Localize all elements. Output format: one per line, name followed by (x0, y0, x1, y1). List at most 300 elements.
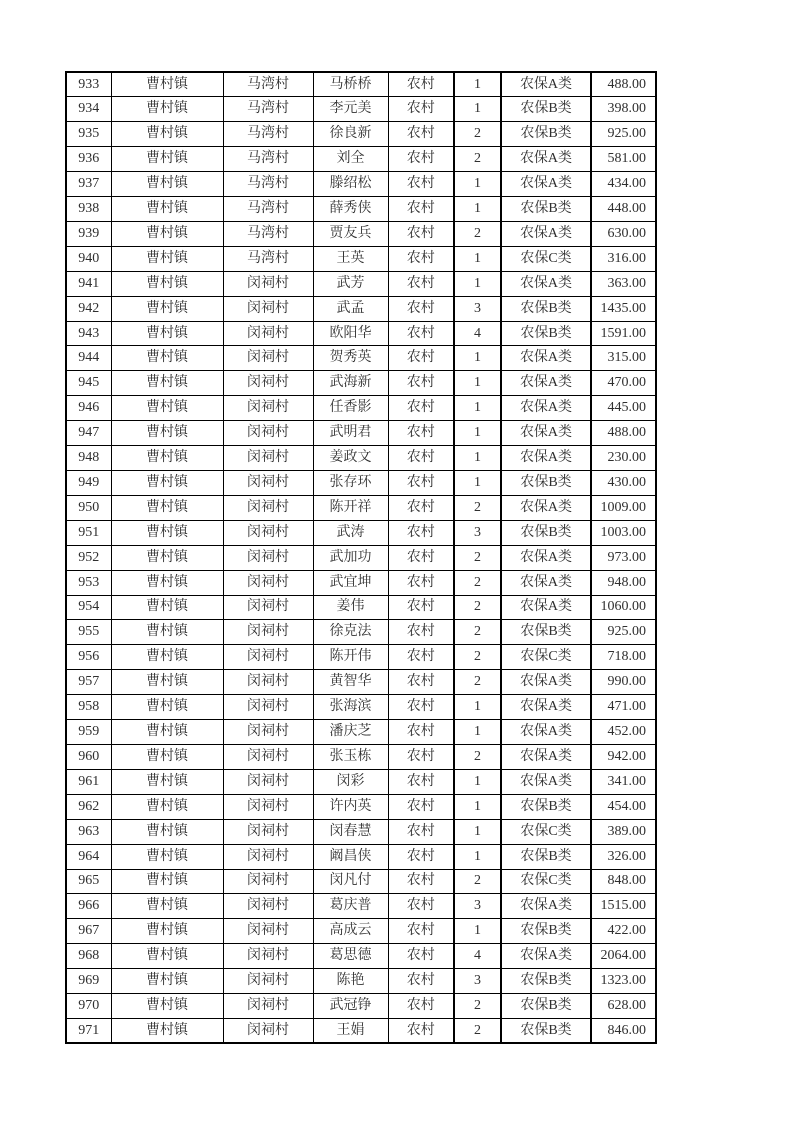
town-cell: 曹村镇 (111, 595, 223, 620)
amount-cell: 230.00 (591, 446, 656, 471)
table-row (66, 421, 656, 446)
insurance-category-cell: 农保B类 (501, 197, 591, 222)
amount-cell: 316.00 (591, 246, 656, 271)
table-row (66, 944, 656, 969)
town-cell: 曹村镇 (111, 97, 223, 122)
town-cell: 曹村镇 (111, 919, 223, 944)
town-cell: 曹村镇 (111, 844, 223, 869)
name-cell: 武孟 (313, 296, 388, 321)
row-number-cell: 967 (66, 919, 111, 944)
row-number-cell: 957 (66, 670, 111, 695)
insurance-category-cell: 农保A类 (501, 396, 591, 421)
village-cell: 马湾村 (223, 122, 313, 147)
name-cell: 姜政文 (313, 446, 388, 471)
insurance-category-cell: 农保A类 (501, 371, 591, 396)
name-cell: 闵春慧 (313, 819, 388, 844)
insurance-category-cell: 农保A类 (501, 670, 591, 695)
table-row (66, 894, 656, 919)
person-count-cell: 2 (454, 570, 501, 595)
residence-type-cell: 农村 (388, 346, 454, 371)
amount-cell: 422.00 (591, 919, 656, 944)
name-cell: 徐克法 (313, 620, 388, 645)
town-cell: 曹村镇 (111, 670, 223, 695)
amount-cell: 341.00 (591, 769, 656, 794)
person-count-cell: 1 (454, 197, 501, 222)
row-number-cell: 955 (66, 620, 111, 645)
person-count-cell: 1 (454, 97, 501, 122)
table-row (66, 570, 656, 595)
table-row (66, 595, 656, 620)
person-count-cell: 4 (454, 321, 501, 346)
name-cell: 武明君 (313, 421, 388, 446)
village-cell: 闵祠村 (223, 471, 313, 496)
insurance-category-cell: 农保C类 (501, 645, 591, 670)
town-cell: 曹村镇 (111, 794, 223, 819)
table-row (66, 321, 656, 346)
village-cell: 闵祠村 (223, 819, 313, 844)
table-row (66, 122, 656, 147)
person-count-cell: 2 (454, 645, 501, 670)
person-count-cell: 1 (454, 271, 501, 296)
person-count-cell: 2 (454, 744, 501, 769)
insurance-category-cell: 农保C类 (501, 869, 591, 894)
person-count-cell: 1 (454, 346, 501, 371)
residence-type-cell: 农村 (388, 570, 454, 595)
person-count-cell: 2 (454, 495, 501, 520)
table-row (66, 221, 656, 246)
town-cell: 曹村镇 (111, 446, 223, 471)
row-number-cell: 953 (66, 570, 111, 595)
amount-cell: 398.00 (591, 97, 656, 122)
residence-type-cell: 农村 (388, 72, 454, 97)
amount-cell: 1003.00 (591, 520, 656, 545)
name-cell: 姜伟 (313, 595, 388, 620)
insurance-category-cell: 农保A类 (501, 894, 591, 919)
village-cell: 闵祠村 (223, 919, 313, 944)
person-count-cell: 1 (454, 794, 501, 819)
town-cell: 曹村镇 (111, 520, 223, 545)
town-cell: 曹村镇 (111, 246, 223, 271)
residence-type-cell: 农村 (388, 695, 454, 720)
village-cell: 闵祠村 (223, 794, 313, 819)
table-row (66, 1018, 656, 1043)
town-cell: 曹村镇 (111, 371, 223, 396)
person-count-cell: 2 (454, 1018, 501, 1043)
row-number-cell: 950 (66, 495, 111, 520)
name-cell: 高成云 (313, 919, 388, 944)
person-count-cell: 3 (454, 520, 501, 545)
village-cell: 闵祠村 (223, 994, 313, 1019)
row-number-cell: 948 (66, 446, 111, 471)
name-cell: 欧阳华 (313, 321, 388, 346)
row-number-cell: 934 (66, 97, 111, 122)
amount-cell: 718.00 (591, 645, 656, 670)
table-row (66, 246, 656, 271)
town-cell: 曹村镇 (111, 346, 223, 371)
town-cell: 曹村镇 (111, 122, 223, 147)
amount-cell: 628.00 (591, 994, 656, 1019)
table-row (66, 869, 656, 894)
table-row (66, 147, 656, 172)
insurance-category-cell: 农保A类 (501, 720, 591, 745)
village-cell: 闵祠村 (223, 894, 313, 919)
row-number-cell: 944 (66, 346, 111, 371)
row-number-cell: 962 (66, 794, 111, 819)
row-number-cell: 947 (66, 421, 111, 446)
insurance-category-cell: 农保B类 (501, 520, 591, 545)
row-number-cell: 952 (66, 545, 111, 570)
insurance-category-cell: 农保A类 (501, 545, 591, 570)
village-cell: 闵祠村 (223, 645, 313, 670)
town-cell: 曹村镇 (111, 944, 223, 969)
table-row (66, 670, 656, 695)
row-number-cell: 961 (66, 769, 111, 794)
residence-type-cell: 农村 (388, 197, 454, 222)
name-cell: 许内英 (313, 794, 388, 819)
name-cell: 葛庆普 (313, 894, 388, 919)
town-cell: 曹村镇 (111, 869, 223, 894)
insurance-category-cell: 农保A类 (501, 172, 591, 197)
village-cell: 闵祠村 (223, 869, 313, 894)
amount-cell: 445.00 (591, 396, 656, 421)
table-row (66, 645, 656, 670)
table-row (66, 72, 656, 97)
name-cell: 薛秀侠 (313, 197, 388, 222)
residence-type-cell: 农村 (388, 321, 454, 346)
person-count-cell: 1 (454, 172, 501, 197)
village-cell: 闵祠村 (223, 396, 313, 421)
amount-cell: 430.00 (591, 471, 656, 496)
residence-type-cell: 农村 (388, 794, 454, 819)
person-count-cell: 2 (454, 620, 501, 645)
row-number-cell: 956 (66, 645, 111, 670)
row-number-cell: 969 (66, 969, 111, 994)
name-cell: 贾友兵 (313, 221, 388, 246)
amount-cell: 973.00 (591, 545, 656, 570)
town-cell: 曹村镇 (111, 819, 223, 844)
row-number-cell: 945 (66, 371, 111, 396)
insurance-category-cell: 农保A类 (501, 271, 591, 296)
name-cell: 刘全 (313, 147, 388, 172)
insurance-category-cell: 农保B类 (501, 97, 591, 122)
village-cell: 闵祠村 (223, 769, 313, 794)
town-cell: 曹村镇 (111, 296, 223, 321)
amount-cell: 848.00 (591, 869, 656, 894)
residence-type-cell: 农村 (388, 371, 454, 396)
person-count-cell: 2 (454, 221, 501, 246)
residence-type-cell: 农村 (388, 819, 454, 844)
table-row (66, 994, 656, 1019)
village-cell: 马湾村 (223, 221, 313, 246)
name-cell: 王英 (313, 246, 388, 271)
name-cell: 王娟 (313, 1018, 388, 1043)
village-cell: 马湾村 (223, 197, 313, 222)
table-row (66, 919, 656, 944)
table-row (66, 720, 656, 745)
village-cell: 马湾村 (223, 147, 313, 172)
insurance-category-cell: 农保B类 (501, 994, 591, 1019)
village-cell: 闵祠村 (223, 520, 313, 545)
residence-type-cell: 农村 (388, 271, 454, 296)
row-number-cell: 963 (66, 819, 111, 844)
insurance-category-cell: 农保C类 (501, 246, 591, 271)
village-cell: 闵祠村 (223, 321, 313, 346)
amount-cell: 1515.00 (591, 894, 656, 919)
town-cell: 曹村镇 (111, 720, 223, 745)
amount-cell: 942.00 (591, 744, 656, 769)
table-row (66, 197, 656, 222)
residence-type-cell: 农村 (388, 769, 454, 794)
row-number-cell: 946 (66, 396, 111, 421)
residence-type-cell: 农村 (388, 994, 454, 1019)
residence-type-cell: 农村 (388, 620, 454, 645)
name-cell: 马桥桥 (313, 72, 388, 97)
row-number-cell: 936 (66, 147, 111, 172)
row-number-cell: 935 (66, 122, 111, 147)
village-cell: 马湾村 (223, 172, 313, 197)
table-row (66, 794, 656, 819)
table-row (66, 969, 656, 994)
name-cell: 武海新 (313, 371, 388, 396)
village-cell: 闵祠村 (223, 1018, 313, 1043)
village-cell: 闵祠村 (223, 844, 313, 869)
row-number-cell: 951 (66, 520, 111, 545)
name-cell: 任香影 (313, 396, 388, 421)
town-cell: 曹村镇 (111, 545, 223, 570)
amount-cell: 925.00 (591, 620, 656, 645)
village-cell: 闵祠村 (223, 670, 313, 695)
person-count-cell: 1 (454, 819, 501, 844)
village-cell: 闵祠村 (223, 595, 313, 620)
name-cell: 陈开祥 (313, 495, 388, 520)
town-cell: 曹村镇 (111, 1018, 223, 1043)
name-cell: 贺秀英 (313, 346, 388, 371)
amount-cell: 454.00 (591, 794, 656, 819)
residence-type-cell: 农村 (388, 471, 454, 496)
person-count-cell: 1 (454, 844, 501, 869)
town-cell: 曹村镇 (111, 495, 223, 520)
village-cell: 闵祠村 (223, 421, 313, 446)
residence-type-cell: 农村 (388, 421, 454, 446)
table-row (66, 346, 656, 371)
person-count-cell: 3 (454, 969, 501, 994)
insurance-category-cell: 农保B类 (501, 620, 591, 645)
insurance-category-cell: 农保B类 (501, 794, 591, 819)
name-cell: 葛思德 (313, 944, 388, 969)
person-count-cell: 2 (454, 670, 501, 695)
table-row (66, 844, 656, 869)
name-cell: 闵彩 (313, 769, 388, 794)
village-cell: 闵祠村 (223, 620, 313, 645)
town-cell: 曹村镇 (111, 994, 223, 1019)
amount-cell: 846.00 (591, 1018, 656, 1043)
table-row (66, 471, 656, 496)
town-cell: 曹村镇 (111, 197, 223, 222)
residence-type-cell: 农村 (388, 446, 454, 471)
town-cell: 曹村镇 (111, 744, 223, 769)
insurance-category-cell: 农保A类 (501, 769, 591, 794)
row-number-cell: 968 (66, 944, 111, 969)
amount-cell: 925.00 (591, 122, 656, 147)
town-cell: 曹村镇 (111, 321, 223, 346)
town-cell: 曹村镇 (111, 620, 223, 645)
residence-type-cell: 农村 (388, 520, 454, 545)
name-cell: 武加功 (313, 545, 388, 570)
amount-cell: 326.00 (591, 844, 656, 869)
residence-type-cell: 农村 (388, 296, 454, 321)
amount-cell: 990.00 (591, 670, 656, 695)
village-cell: 闵祠村 (223, 446, 313, 471)
insurance-category-cell: 农保A类 (501, 570, 591, 595)
insurance-category-cell: 农保B类 (501, 321, 591, 346)
village-cell: 马湾村 (223, 97, 313, 122)
town-cell: 曹村镇 (111, 570, 223, 595)
amount-cell: 1060.00 (591, 595, 656, 620)
residence-type-cell: 农村 (388, 744, 454, 769)
row-number-cell: 959 (66, 720, 111, 745)
residence-type-cell: 农村 (388, 396, 454, 421)
row-number-cell: 937 (66, 172, 111, 197)
town-cell: 曹村镇 (111, 271, 223, 296)
amount-cell: 488.00 (591, 72, 656, 97)
name-cell: 张玉栋 (313, 744, 388, 769)
residence-type-cell: 农村 (388, 720, 454, 745)
residence-type-cell: 农村 (388, 944, 454, 969)
person-count-cell: 2 (454, 595, 501, 620)
table-row (66, 769, 656, 794)
person-count-cell: 4 (454, 944, 501, 969)
name-cell: 武涛 (313, 520, 388, 545)
table-row (66, 172, 656, 197)
name-cell: 张海滨 (313, 695, 388, 720)
table-row (66, 520, 656, 545)
residence-type-cell: 农村 (388, 969, 454, 994)
table-row (66, 695, 656, 720)
row-number-cell: 938 (66, 197, 111, 222)
town-cell: 曹村镇 (111, 969, 223, 994)
table-row (66, 446, 656, 471)
town-cell: 曹村镇 (111, 147, 223, 172)
row-number-cell: 958 (66, 695, 111, 720)
table-row (66, 371, 656, 396)
residence-type-cell: 农村 (388, 1018, 454, 1043)
residence-type-cell: 农村 (388, 97, 454, 122)
person-count-cell: 2 (454, 869, 501, 894)
insurance-category-cell: 农保A类 (501, 221, 591, 246)
insurance-category-cell: 农保A类 (501, 495, 591, 520)
name-cell: 武冠铮 (313, 994, 388, 1019)
village-cell: 闵祠村 (223, 545, 313, 570)
insurance-category-cell: 农保A类 (501, 944, 591, 969)
row-number-cell: 940 (66, 246, 111, 271)
row-number-cell: 966 (66, 894, 111, 919)
row-number-cell: 964 (66, 844, 111, 869)
name-cell: 潘庆芝 (313, 720, 388, 745)
person-count-cell: 2 (454, 147, 501, 172)
town-cell: 曹村镇 (111, 172, 223, 197)
insurance-category-cell: 农保C类 (501, 819, 591, 844)
name-cell: 阚昌侠 (313, 844, 388, 869)
insurance-category-cell: 农保A类 (501, 421, 591, 446)
row-number-cell: 954 (66, 595, 111, 620)
person-count-cell: 1 (454, 769, 501, 794)
residence-type-cell: 农村 (388, 869, 454, 894)
insurance-category-cell: 农保A类 (501, 595, 591, 620)
person-count-cell: 1 (454, 421, 501, 446)
residence-type-cell: 农村 (388, 919, 454, 944)
amount-cell: 488.00 (591, 421, 656, 446)
residence-type-cell: 农村 (388, 122, 454, 147)
village-cell: 闵祠村 (223, 271, 313, 296)
amount-cell: 1009.00 (591, 495, 656, 520)
residence-type-cell: 农村 (388, 221, 454, 246)
amount-cell: 581.00 (591, 147, 656, 172)
name-cell: 滕绍松 (313, 172, 388, 197)
village-cell: 马湾村 (223, 246, 313, 271)
insurance-category-cell: 农保B类 (501, 471, 591, 496)
village-cell: 闵祠村 (223, 969, 313, 994)
person-count-cell: 1 (454, 471, 501, 496)
person-count-cell: 1 (454, 371, 501, 396)
town-cell: 曹村镇 (111, 396, 223, 421)
village-cell: 闵祠村 (223, 296, 313, 321)
town-cell: 曹村镇 (111, 221, 223, 246)
village-cell: 闵祠村 (223, 346, 313, 371)
amount-cell: 1591.00 (591, 321, 656, 346)
table-body (66, 72, 656, 1043)
insurance-category-cell: 农保B类 (501, 122, 591, 147)
row-number-cell: 942 (66, 296, 111, 321)
amount-cell: 471.00 (591, 695, 656, 720)
table-row (66, 744, 656, 769)
payment-table (65, 71, 657, 1044)
residence-type-cell: 农村 (388, 894, 454, 919)
row-number-cell: 970 (66, 994, 111, 1019)
person-count-cell: 1 (454, 720, 501, 745)
insurance-category-cell: 农保A类 (501, 147, 591, 172)
table-row (66, 495, 656, 520)
amount-cell: 1435.00 (591, 296, 656, 321)
residence-type-cell: 农村 (388, 670, 454, 695)
person-count-cell: 1 (454, 919, 501, 944)
insurance-category-cell: 农保A类 (501, 446, 591, 471)
amount-cell: 389.00 (591, 819, 656, 844)
town-cell: 曹村镇 (111, 471, 223, 496)
row-number-cell: 971 (66, 1018, 111, 1043)
amount-cell: 434.00 (591, 172, 656, 197)
amount-cell: 948.00 (591, 570, 656, 595)
row-number-cell: 943 (66, 321, 111, 346)
table-row (66, 819, 656, 844)
amount-cell: 2064.00 (591, 944, 656, 969)
person-count-cell: 2 (454, 122, 501, 147)
village-cell: 闵祠村 (223, 720, 313, 745)
town-cell: 曹村镇 (111, 695, 223, 720)
name-cell: 闵凡付 (313, 869, 388, 894)
table-row (66, 296, 656, 321)
residence-type-cell: 农村 (388, 246, 454, 271)
person-count-cell: 1 (454, 695, 501, 720)
amount-cell: 630.00 (591, 221, 656, 246)
row-number-cell: 965 (66, 869, 111, 894)
village-cell: 闵祠村 (223, 371, 313, 396)
name-cell: 陈艳 (313, 969, 388, 994)
amount-cell: 452.00 (591, 720, 656, 745)
table-row (66, 97, 656, 122)
row-number-cell: 939 (66, 221, 111, 246)
person-count-cell: 1 (454, 396, 501, 421)
insurance-category-cell: 农保B类 (501, 844, 591, 869)
